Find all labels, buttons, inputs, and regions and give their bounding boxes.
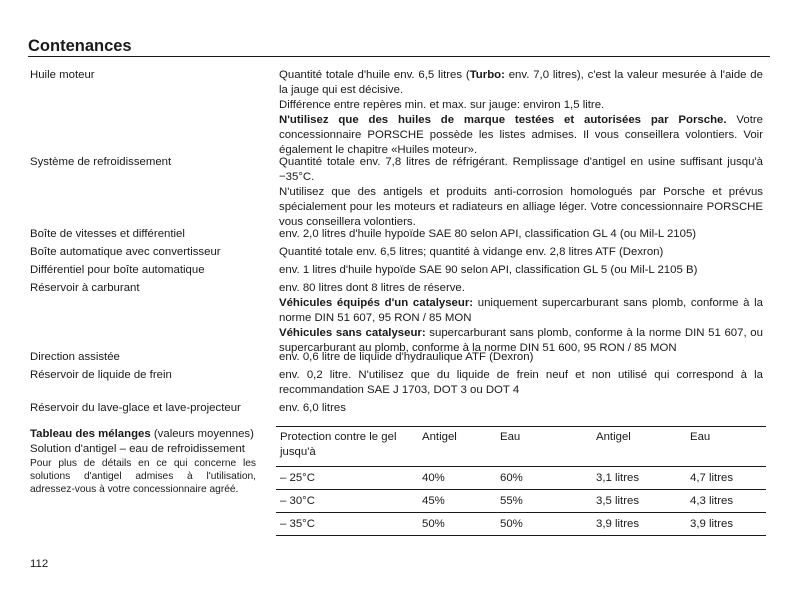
label-differentiel-auto: Différentiel pour boîte automatique — [30, 264, 205, 276]
mix-heading: Tableau des mélanges (valeurs moyennes) Solution d'antigel – eau de refroidissement Pour plus de détails en ce qui concerne les solutions d'antigel admises à l'utilisation, adressez-vous à votre concessionnaire agréé. — [30, 427, 272, 496]
table-row — [276, 490, 766, 513]
table-header-cell: Antigel — [592, 427, 686, 467]
table-cell: – 25°C — [276, 467, 418, 490]
desc-lave-glace: env. 6,0 litres — [279, 402, 346, 414]
title-rule — [28, 56, 770, 57]
desc-direction-assistee: env. 0,6 litre de liquide d'hydraulique ATF (Dexron) — [279, 351, 534, 363]
label-reservoir-carburant: Réservoir à carburant — [30, 282, 140, 294]
desc-line: env. 80 litres dont 8 litres de réserve. — [279, 282, 465, 294]
label-liquide-frein: Réservoir de liquide de frein — [30, 369, 172, 381]
table-cell: 4,7 litres — [686, 467, 766, 490]
table-header-cell: Protection contre le gel jusqu'à — [276, 427, 418, 467]
desc-line: Véhicules équipés d'un catalyseur: uniquement supercarburant sans plomb, conforme à la norme DIN 51 607, 95 RON / 85 MON — [279, 297, 763, 324]
table-cell: 60% — [496, 467, 592, 490]
desc-line: Différence entre repères min. et max. sur jauge: environ 1,5 litre. — [279, 99, 605, 111]
desc-liquide-frein: env. 0,2 litre. N'utilisez que du liquide de frein neuf et non utilisé qui correspond à la recommandation SAE J 1703, DOT 3 ou DOT 4 — [279, 369, 763, 396]
mix-table — [276, 426, 766, 536]
desc-line: Quantité totale d'huile env. 6,5 litres (Turbo: env. 7,0 litres), c'est la valeur mesurée à l'aide de la jauge qui est décisive. — [279, 69, 763, 96]
table-cell: 3,9 litres — [592, 513, 686, 536]
desc-refroidissement — [279, 155, 763, 230]
table-cell: 50% — [418, 513, 496, 536]
desc-differentiel-auto: env. 1 litres d'huile hypoïde SAE 90 selon API, classification GL 5 (ou Mil-L 2105 B) — [279, 264, 698, 276]
page-title: Contenances — [28, 37, 132, 55]
table-cell: 45% — [418, 490, 496, 513]
label-huile-moteur: Huile moteur — [30, 69, 95, 81]
page-number: 112 — [30, 558, 49, 570]
table-cell: – 35°C — [276, 513, 418, 536]
table-header-cell: Eau — [496, 427, 592, 467]
table-header-row — [276, 427, 766, 467]
label-refroidissement: Système de refroidissement — [30, 156, 172, 168]
desc-line: Quantité totale env. 7,8 litres de réfrigérant. Remplissage d'antigel en usine suffisant jusqu'à −35°C. — [279, 156, 763, 183]
desc-line: N'utilisez que des antigels et produits anti-corrosion homologués par Porsche et prévus spécialement pour les moteurs et radiateurs en alliage léger. Votre concessionnaire PORSCHE vous conseillera volontiers. — [279, 186, 763, 228]
mix-subheading: Solution d'antigel – eau de refroidissement — [30, 443, 245, 455]
table-cell: 3,1 litres — [592, 467, 686, 490]
label-boite-vitesses: Boîte de vitesses et différentiel — [30, 228, 185, 240]
desc-huile-moteur — [279, 68, 763, 158]
table-row — [276, 467, 766, 490]
desc-boite-automatique: Quantité totale env. 6,5 litres; quantité à vidange env. 2,8 litres ATF (Dexron) — [279, 246, 664, 258]
desc-line: N'utilisez que des huiles de marque testées et autorisées par Porsche. Votre concessionnaire PORSCHE possède les listes admises. Il vous conseillera volontiers. Voir également le chapitre «Huiles moteur». — [279, 114, 763, 156]
table-cell: – 30°C — [276, 490, 418, 513]
table-cell: 55% — [496, 490, 592, 513]
desc-line: Véhicules sans catalyseur: supercarburant sans plomb, conforme à la norme DIN 51 607, ou supercarburant au plomb, conforme à la norme DIN 51 600, 95 RON / 85 MON — [279, 327, 763, 354]
table-cell: 4,3 litres — [686, 490, 766, 513]
table-header-cell: Eau — [686, 427, 766, 467]
label-direction-assistee: Direction assistée — [30, 351, 120, 363]
desc-boite-vitesses: env. 2,0 litres d'huile hypoïde SAE 80 selon API, classification GL 4 (ou Mil-L 2105) — [279, 228, 697, 240]
table-cell: 40% — [418, 467, 496, 490]
desc-reservoir-carburant — [279, 281, 763, 356]
label-lave-glace: Réservoir du lave-glace et lave-projecteur — [30, 402, 241, 414]
table-cell: 3,5 litres — [592, 490, 686, 513]
table-cell: 3,9 litres — [686, 513, 766, 536]
table-row — [276, 513, 766, 536]
table-header-cell: Antigel — [418, 427, 496, 467]
label-boite-automatique: Boîte automatique avec convertisseur — [30, 246, 221, 258]
mix-note: Pour plus de détails en ce qui concerne les solutions d'antigel admises à l'utilisation, adressez-vous à votre concessionnaire agréé. — [30, 458, 256, 495]
table-cell: 50% — [496, 513, 592, 536]
